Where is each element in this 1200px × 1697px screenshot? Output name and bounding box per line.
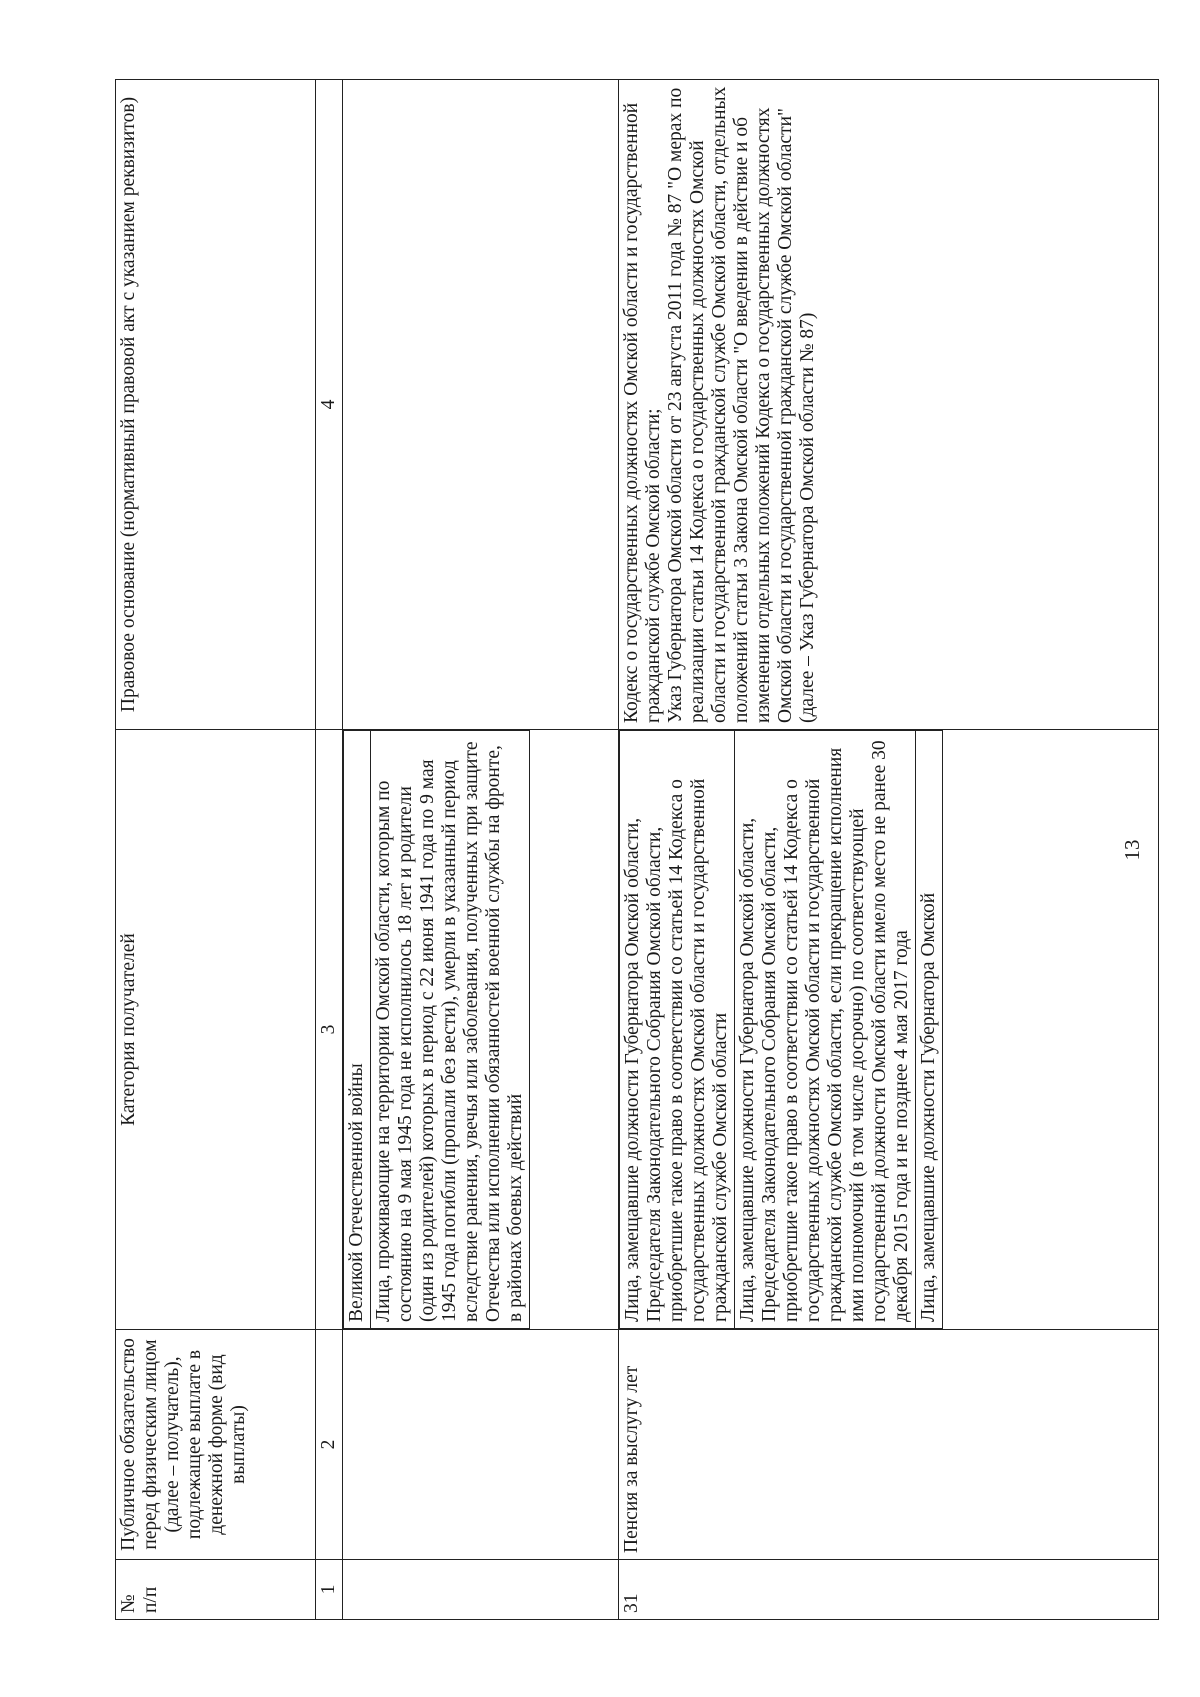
- column-number: 1: [316, 1560, 343, 1620]
- row-categories: [619, 730, 1159, 1330]
- category-item: Лица, замещавшие должности Губернатора Омской области, Председателя Законодательного Собрания Омской области, приобретшие такое право в соответствии со статьей 14 Кодекса о государственных должностях Омской области и государственной гражданской службе Омской области: [620, 731, 735, 1329]
- column-number: 2: [316, 1330, 343, 1560]
- page-number: 13: [1120, 839, 1144, 861]
- category-subtable: [343, 730, 530, 1329]
- column-number: 4: [316, 80, 343, 730]
- table-row: [343, 80, 619, 1620]
- category-item: Лица, проживающие на территории Омской области, которым по состоянию на 9 мая 1945 года не исполнилось 18 лет и родители (один из родителей) которых в период с 22 июня 1941 года по 9 мая 1945 года погибли (пропали без вести), умерли в указанный период вследствие ранения, увечья или заболевания, полученных при защите Отечества или исполнении обязанностей военной службы на фронте, в районах боевых действий: [371, 731, 530, 1329]
- document-table: [115, 79, 1159, 1620]
- header-row: [116, 80, 316, 1620]
- table-row: [619, 80, 1159, 1620]
- category-subtable: [619, 730, 943, 1329]
- header-payment-type: Публичное обязательство перед физическим лицом (далее – получатель), подлежащее выплате в денежной форме (вид выплаты): [116, 1330, 316, 1560]
- row-legal-basis: Кодекс о государственных должностях Омской области и государственной гражданской службе Омской области; Указ Губернатора Омской области от 23 августа 2011 года № 87 "О мерах по реализации статьи 14 Кодекса о государственных должностях Омской области и государственной гражданской службе Омской области, отдельных положений статьи 3 Закона Омской области "О введении в действие и об изменении отдельных положений Кодекса о государственных должностях Омской области и государственной гражданской службе Омской области" (далее – Указ Губернатора Омской области № 87): [619, 80, 1159, 730]
- header-legal-basis: Правовое основание (нормативный правовой акт с указанием реквизитов): [116, 80, 316, 730]
- header-number: № п/п: [116, 1560, 316, 1620]
- row-payment-type: [343, 1330, 619, 1560]
- header-recipient-category: Категория получателей: [116, 730, 316, 1330]
- row-number: 31: [619, 1560, 1159, 1620]
- category-item: Лица, замещавшие должности Губернатора Омской: [916, 731, 943, 1329]
- category-item: Великой Отечественной войны: [344, 731, 371, 1329]
- column-number-row: [316, 80, 343, 1620]
- row-payment-type: Пенсия за выслугу лет: [619, 1330, 1159, 1560]
- rotated-page: [115, 80, 1175, 1620]
- column-number: 3: [316, 730, 343, 1330]
- row-number: [343, 1560, 619, 1620]
- row-legal-basis: [343, 80, 619, 730]
- row-categories: [343, 730, 619, 1330]
- category-item: Лица, замещавшие должности Губернатора Омской области, Председателя Законодательного Собрания Омской области, приобретшие такое право в соответствии со статьей 14 Кодекса о государственных должностях Омской области и государственной гражданской службе Омской области, если прекращение исполнения ими полномочий (в том числе досрочно) по соответствующей государственной должности Омской области имело место не ранее 30 декабря 2015 года и не позднее 4 мая 2017 года: [735, 731, 916, 1329]
